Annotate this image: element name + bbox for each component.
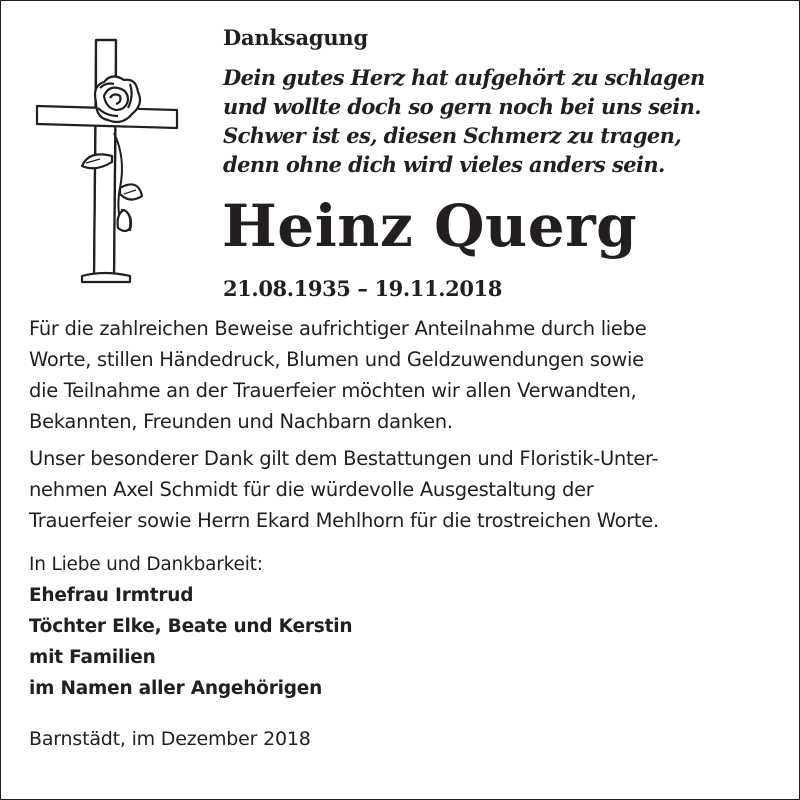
signatory-line: mit Familien — [29, 647, 156, 668]
deceased-name: Heinz Querg — [222, 192, 638, 260]
poem-line: Dein gutes Herz hat aufgehört zu schlagen — [223, 65, 705, 90]
notice-heading: Danksagung — [223, 25, 368, 50]
special-thanks-paragraph — [29, 443, 659, 536]
paragraph-line: Bekannten, Freunden und Nachbarn danken. — [29, 410, 453, 433]
thanks-paragraph — [29, 313, 646, 437]
paragraph-line: die Teilnahme an der Trauerfeier möchten wir allen Verwandten, — [29, 379, 637, 402]
paragraph-line: nehmen Axel Schmidt für die würdevolle Ausgestaltung der — [29, 478, 594, 501]
poem — [223, 63, 705, 179]
paragraph-line: Unser besonderer Dank gilt dem Bestattungen und Floristik-Unter- — [29, 447, 659, 470]
place-and-date: Barnstädt, im Dezember 2018 — [29, 728, 311, 750]
life-dates: 21.08.1935 – 19.11.2018 — [223, 276, 502, 301]
poem-line: Schwer ist es, diesen Schmerz zu tragen, — [223, 123, 682, 148]
signatory-line: Töchter Elke, Beate und Kerstin — [29, 616, 353, 637]
paragraph-line: Für die zahlreichen Beweise aufrichtiger Anteilnahme durch liebe — [29, 317, 647, 340]
closing-line: In Liebe und Dankbarkeit: — [29, 554, 263, 575]
signature-block — [29, 549, 352, 704]
poem-line: denn ohne dich wird vieles anders sein. — [223, 152, 665, 177]
poem-line: und wollte doch so gern noch bei uns sein. — [223, 94, 702, 119]
paragraph-line: Worte, stillen Händedruck, Blumen und Geldzuwendungen sowie — [29, 348, 644, 371]
signatory-line: im Namen aller Angehörigen — [29, 678, 323, 699]
cross-with-rose-icon — [34, 38, 180, 288]
paragraph-line: Trauerfeier sowie Herrn Ekard Mehlhorn für die trostreichen Worte. — [29, 509, 659, 532]
signatory-line: Ehefrau Irmtrud — [29, 585, 194, 606]
